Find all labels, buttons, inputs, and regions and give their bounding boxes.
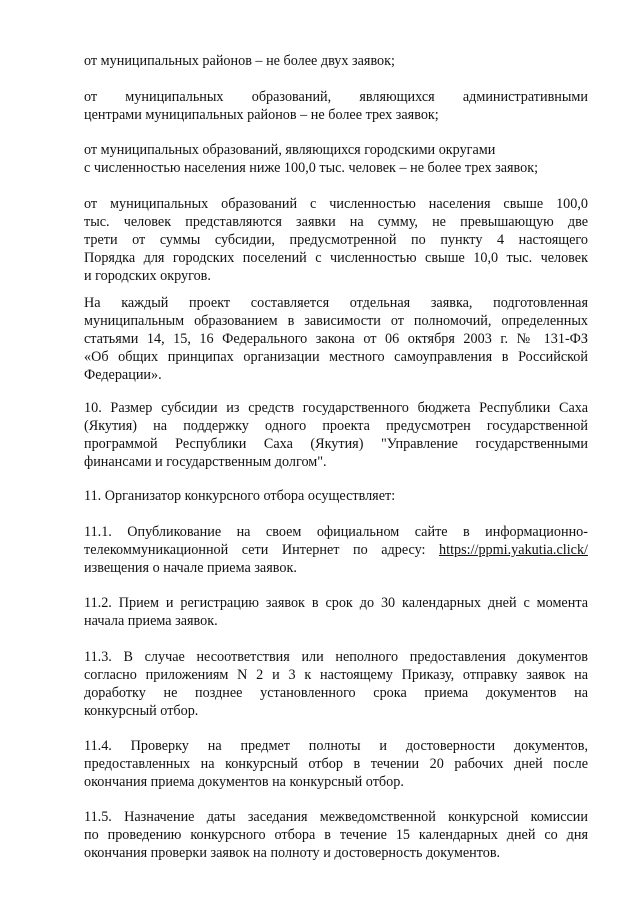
paragraph-11-3-return — [84, 648, 588, 720]
text-line: финансами и государственным долгом". — [84, 454, 327, 470]
text-line: начала приема заявок. — [84, 613, 218, 629]
paragraph-admin-centers — [84, 88, 588, 124]
text-line-prefix: телекоммуникационной сети Интернет по адресу: — [84, 542, 440, 558]
paragraph-11-4-verification — [84, 737, 588, 791]
paragraph-municipal-districts — [84, 52, 588, 70]
paragraph-separate-application — [84, 294, 588, 384]
text-line: 11.5. Назначение даты заседания межведомственной конкурсной комиссии — [84, 809, 588, 825]
text-line: программой Республики Саха (Якутия) "Управление государственными — [84, 436, 588, 452]
text-line: (Якутия) на поддержку одного проекта предусмотрен государственной — [84, 418, 588, 434]
paragraph-11-2-registration — [84, 594, 588, 630]
text-line: и городских округов. — [84, 268, 211, 284]
text-line: окончания проверки заявок на полноту и достоверность документов. — [84, 845, 501, 861]
text-line: с численностью населения ниже 100,0 тыс. человек – не более трех заявок; — [84, 160, 539, 176]
paragraph-11-organizer — [84, 487, 588, 505]
text-line: от муниципальных районов – не более двух заявок; — [84, 53, 395, 69]
paragraph-11-5-meeting-date — [84, 808, 588, 862]
text-line: 11.1. Опубликование на своем официальном сайте в информационно- — [84, 524, 588, 540]
text-line: 11. Организатор конкурсного отбора осуществляет: — [84, 488, 396, 504]
text-line: согласно приложениям N 2 и 3 к настоящему Приказу, отправку заявок на — [84, 667, 588, 683]
text-line: от муниципальных образований, являющихся административными — [84, 89, 588, 105]
text-line: 11.4. Проверку на предмет полноты и достоверности документов, — [84, 738, 588, 754]
text-line: 11.3. В случае несоответствия или неполного предоставления документов — [84, 649, 588, 665]
website-link[interactable]: https://ppmi.yakutia.click/ — [439, 542, 588, 558]
text-line: трети от суммы субсидии, предусмотренной по пункту 4 настоящего — [84, 232, 588, 248]
text-line: «Об общих принципах организации местного самоуправления в Российской — [84, 349, 588, 365]
text-line: предоставленных на конкурсный отбор в течении 20 рабочих дней после — [84, 756, 588, 772]
text-line: извещения о начале приема заявок. — [84, 560, 297, 576]
text-line: Порядка для городских поселений с численностью свыше 10,0 тыс. человек — [84, 250, 588, 266]
text-line: конкурсный отбор. — [84, 703, 199, 719]
text-line: доработку не позднее установленного срока приема документов на — [84, 685, 588, 701]
text-line: 10. Размер субсидии из средств государственного бюджета Республики Саха — [84, 400, 588, 416]
text-line: тыс. человек представляются заявки на сумму, не превышающую две — [84, 214, 588, 230]
text-line: 11.2. Прием и регистрацию заявок в срок до 30 календарных дней с момента — [84, 595, 588, 611]
text-line: окончания приема документов на конкурсный отбор. — [84, 774, 404, 790]
paragraph-city-districts — [84, 141, 588, 177]
text-line: Федерации». — [84, 367, 162, 383]
paragraph-large-population — [84, 195, 588, 285]
text-line: муниципальным образованием в зависимости от полномочий, определенных — [84, 313, 588, 329]
text-line — [84, 541, 588, 559]
text-line: от муниципальных образований с численностью населения свыше 100,0 — [84, 196, 588, 212]
text-line: по проведению конкурсного отбора в течение 15 календарных дней со дня — [84, 827, 588, 843]
text-line: На каждый проект составляется отдельная заявка, подготовленная — [84, 295, 588, 311]
paragraph-11-1-publication — [84, 523, 588, 577]
text-line: центрами муниципальных районов – не более трех заявок; — [84, 107, 439, 123]
text-line: от муниципальных образований, являющихся городскими округами — [84, 142, 496, 158]
paragraph-10-subsidy-size — [84, 399, 588, 471]
text-line: статьями 14, 15, 16 Федерального закона от 06 октября 2003 г. № 131-ФЗ — [84, 331, 588, 347]
